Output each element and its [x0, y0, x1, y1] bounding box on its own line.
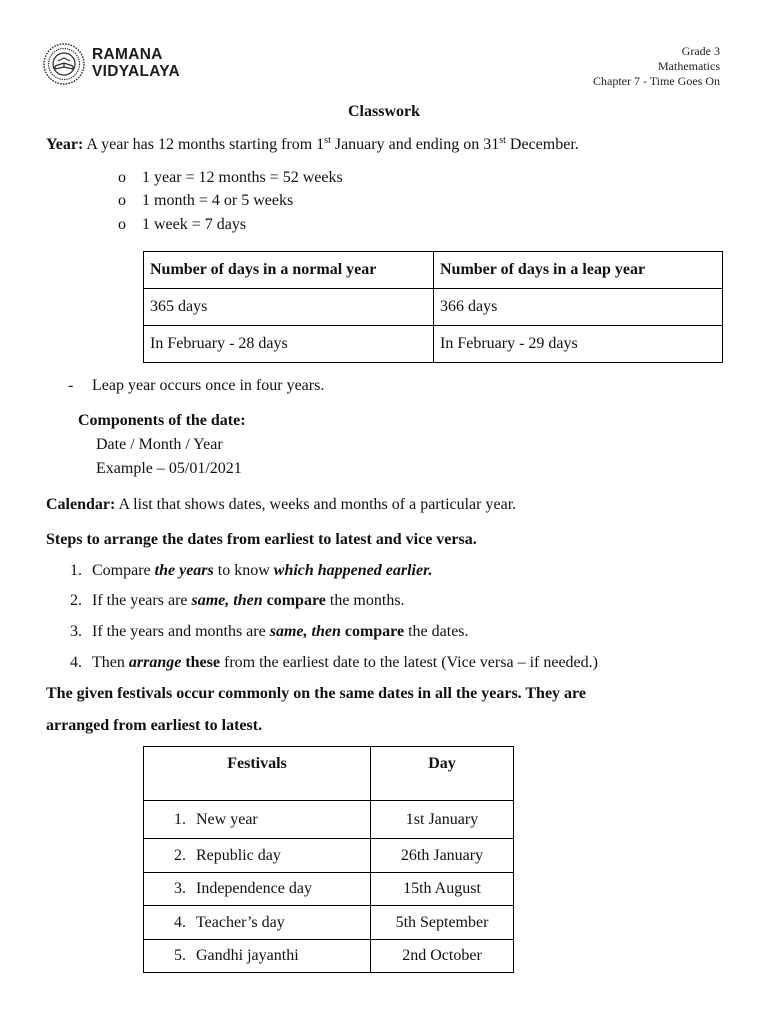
table-row [144, 801, 514, 839]
table-header-cell: Day [371, 747, 514, 801]
calendar-definition: Calendar: A list that shows dates, weeks and months of a particular year. [46, 496, 517, 513]
list-item: 3. If the years and months are same, then compare the dates. [70, 623, 469, 640]
table-header-cell: Festivals [144, 747, 371, 801]
list-item: o 1 month = 4 or 5 weeks [118, 192, 294, 209]
table-cell: 4. Teacher’s day [144, 906, 371, 940]
list-item: 1. Compare the years to know which happened earlier. [70, 562, 433, 579]
document-meta [593, 44, 720, 89]
table-row [144, 873, 514, 906]
festivals-intro-line2: arranged from earliest to latest. [46, 717, 263, 734]
table-cell: 3. Independence day [144, 873, 371, 906]
table-header-cell: Number of days in a normal year [144, 252, 434, 289]
table-cell: In February - 28 days [144, 326, 434, 363]
list-item: o 1 year = 12 months = 52 weeks [118, 169, 343, 186]
list-item: o 1 week = 7 days [118, 216, 247, 233]
page-title: Classwork [347, 103, 420, 120]
school-name: RAMANA VIDYALAYA [92, 46, 180, 80]
subject-label: Mathematics [658, 59, 720, 73]
days-table [143, 251, 723, 363]
list-item: 2. If the years are same, then compare the months. [70, 592, 405, 609]
list-item: 4. Then arrange these from the earliest date to the latest (Vice versa – if needed.) [70, 654, 598, 671]
steps-heading: Steps to arrange the dates from earliest to latest and vice versa. [46, 531, 477, 548]
components-format: Date / Month / Year [96, 436, 223, 453]
table-row [144, 906, 514, 940]
table-cell: 26th January [371, 839, 514, 873]
table-cell: 2nd October [371, 940, 514, 973]
table-row [144, 289, 723, 326]
grade-label: Grade 3 [681, 44, 720, 58]
table-cell: 5. Gandhi jayanthi [144, 940, 371, 973]
table-row [144, 252, 723, 289]
table-cell: 2. Republic day [144, 839, 371, 873]
table-cell: 1. New year [144, 801, 371, 839]
chapter-label: Chapter 7 - Time Goes On [593, 74, 720, 88]
components-example: Example – 05/01/2021 [96, 460, 242, 477]
components-heading: Components of the date: [78, 412, 246, 429]
leap-year-note: - Leap year occurs once in four years. [68, 377, 325, 394]
table-cell: 366 days [434, 289, 723, 326]
table-header-cell: Number of days in a leap year [434, 252, 723, 289]
year-definition: Year: A year has 12 months starting from 1st January and ending on 31st December. [46, 135, 579, 153]
table-row [144, 747, 514, 801]
table-cell: In February - 29 days [434, 326, 723, 363]
table-row [144, 839, 514, 873]
table-cell: 1st January [371, 801, 514, 839]
festivals-intro-line1: The given festivals occur commonly on the same dates in all the years. They are [46, 685, 586, 702]
festivals-table [143, 746, 514, 973]
table-row [144, 940, 514, 973]
table-cell: 5th September [371, 906, 514, 940]
school-logo-icon [42, 42, 86, 86]
table-cell: 15th August [371, 873, 514, 906]
table-cell: 365 days [144, 289, 434, 326]
table-row [144, 326, 723, 363]
